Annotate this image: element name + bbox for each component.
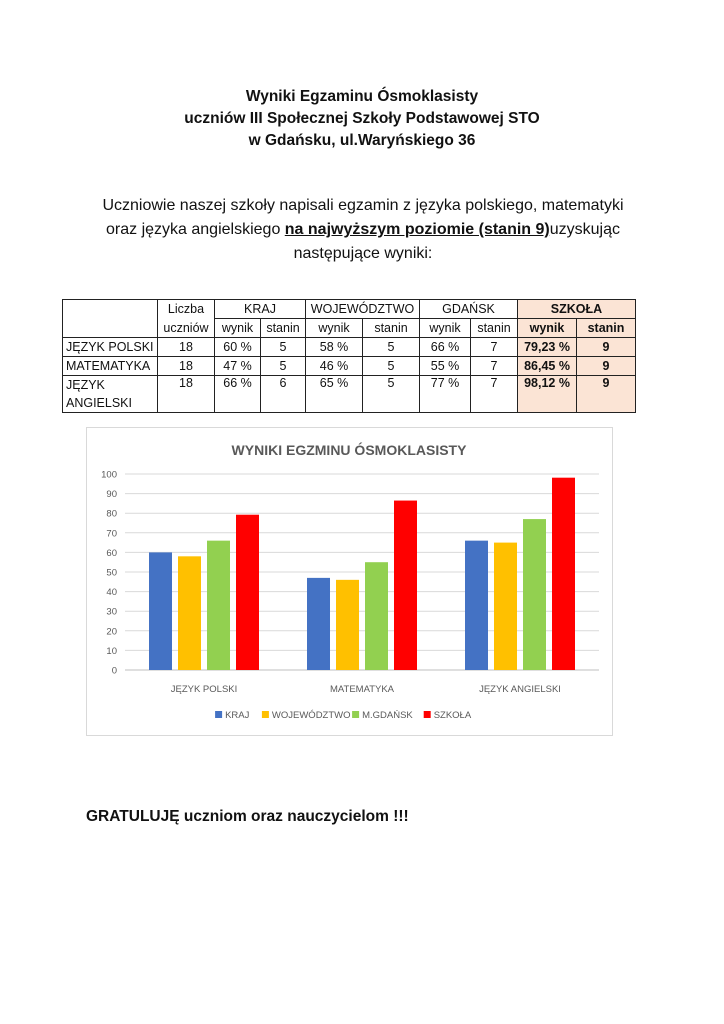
congratulations-text [86,808,409,826]
row-gd-stanin: 7 [471,376,518,413]
chart-title: WYNIKI EGZMINU ÓSMOKLASISTY [231,442,467,458]
bar [465,541,488,670]
header-count-1: Liczba [158,300,215,319]
row-subject-line2: ANGIELSKI [63,394,158,413]
row-woj-stanin: 5 [363,338,420,357]
legend-label: KRAJ [225,710,250,721]
legend-swatch [352,711,359,718]
x-category-label: JĘZYK ANGIELSKI [479,684,561,695]
row-woj-wynik: 65 % [306,376,363,413]
bar-chart-svg [87,428,612,735]
y-tick-label: 70 [106,528,117,540]
row-sz-wynik: 98,12 % [518,376,577,413]
header-woj-stanin: stanin [363,319,420,338]
header-subject-empty-2 [63,319,158,338]
congratulations-rest: uczniom oraz nauczycielom !!! [179,808,409,825]
row-count: 18 [158,338,215,357]
row-count: 18 [158,357,215,376]
row-woj-wynik: 46 % [306,357,363,376]
table-header-row-2 [63,319,636,338]
y-tick-label: 20 [106,626,117,638]
header-kraj: KRAJ [215,300,306,319]
title-line-1: Wyniki Egzaminu Ósmoklasisty [245,88,479,105]
bar [394,501,417,670]
bar [236,515,259,670]
header-subject-empty [63,300,158,319]
legend-swatch [262,711,269,718]
results-table [62,299,636,413]
bar [552,478,575,670]
row-gd-wynik: 55 % [420,357,471,376]
row-kraj-wynik: 60 % [215,338,261,357]
document-title [0,86,724,152]
y-tick-label: 0 [111,665,117,677]
table-row [63,357,636,376]
title-line-2: uczniów III Społecznej Szkoły Podstawowej STO [184,110,540,127]
legend-label: M.GDAŃSK [362,710,413,721]
row-sz-wynik: 79,23 % [518,338,577,357]
header-kraj-stanin: stanin [261,319,306,338]
header-wojewodztwo: WOJEWÓDZTWO [306,300,420,319]
row-kraj-wynik: 47 % [215,357,261,376]
bar [207,541,230,670]
intro-text-after: uzyskując następujące wyniki: [293,221,620,262]
y-tick-label: 60 [106,547,117,559]
header-sz-stanin: stanin [577,319,636,338]
bar [365,562,388,670]
row-gd-stanin: 7 [471,357,518,376]
header-gd-wynik: wynik [420,319,471,338]
header-count-2: uczniów [158,319,215,338]
x-category-label: JĘZYK POLSKI [170,684,238,695]
table-header-row-1 [63,300,636,319]
y-tick-label: 30 [106,606,117,618]
row-subject: JĘZYK POLSKI [63,338,158,357]
legend-label: WOJEWÓDZTWO [271,710,351,721]
legend-label: SZKOŁA [433,710,472,721]
table-row [63,376,636,395]
row-sz-stanin: 9 [577,338,636,357]
row-gd-wynik: 77 % [420,376,471,413]
row-kraj-stanin: 5 [261,357,306,376]
bar [336,580,359,670]
row-gd-stanin: 7 [471,338,518,357]
bar [178,556,201,670]
legend-swatch [424,711,431,718]
row-sz-stanin: 9 [577,357,636,376]
row-kraj-stanin: 5 [261,338,306,357]
intro-highlight: na najwyższym poziomie (stanin 9) [284,221,550,238]
bar [307,578,330,670]
row-kraj-wynik: 66 % [215,376,261,413]
intro-text-before: Uczniowie naszej szkoły napisali egzamin z języka polskiego, matematyki oraz języka angielskiego [102,197,624,238]
results-chart [86,427,613,736]
header-gdansk: GDAŃSK [420,300,518,319]
intro-paragraph [88,194,638,266]
y-tick-label: 90 [106,489,117,501]
y-tick-label: 50 [106,567,117,579]
title-line-3: w Gdańsku, ul.Waryńskiego 36 [248,132,476,149]
table-row [63,338,636,357]
header-kraj-wynik: wynik [215,319,261,338]
row-woj-stanin: 5 [363,357,420,376]
row-count: 18 [158,376,215,413]
y-tick-label: 80 [106,508,117,520]
header-gd-stanin: stanin [471,319,518,338]
legend-swatch [215,711,222,718]
row-woj-wynik: 58 % [306,338,363,357]
row-gd-wynik: 66 % [420,338,471,357]
bar [149,552,172,670]
row-subject: JĘZYK [63,376,158,395]
bar [523,519,546,670]
row-sz-wynik: 86,45 % [518,357,577,376]
row-sz-stanin: 9 [577,376,636,413]
row-kraj-stanin: 6 [261,376,306,413]
congratulations-bold: GRATULUJĘ [86,808,180,825]
bar [494,543,517,670]
row-subject: MATEMATYKA [63,357,158,376]
y-tick-label: 40 [106,587,117,599]
y-tick-label: 100 [101,469,117,481]
y-tick-label: 10 [106,645,117,657]
header-sz-wynik: wynik [518,319,577,338]
x-category-label: MATEMATYKA [329,684,395,695]
header-szkola: SZKOŁA [518,300,636,319]
header-woj-wynik: wynik [306,319,363,338]
row-woj-stanin: 5 [363,376,420,413]
